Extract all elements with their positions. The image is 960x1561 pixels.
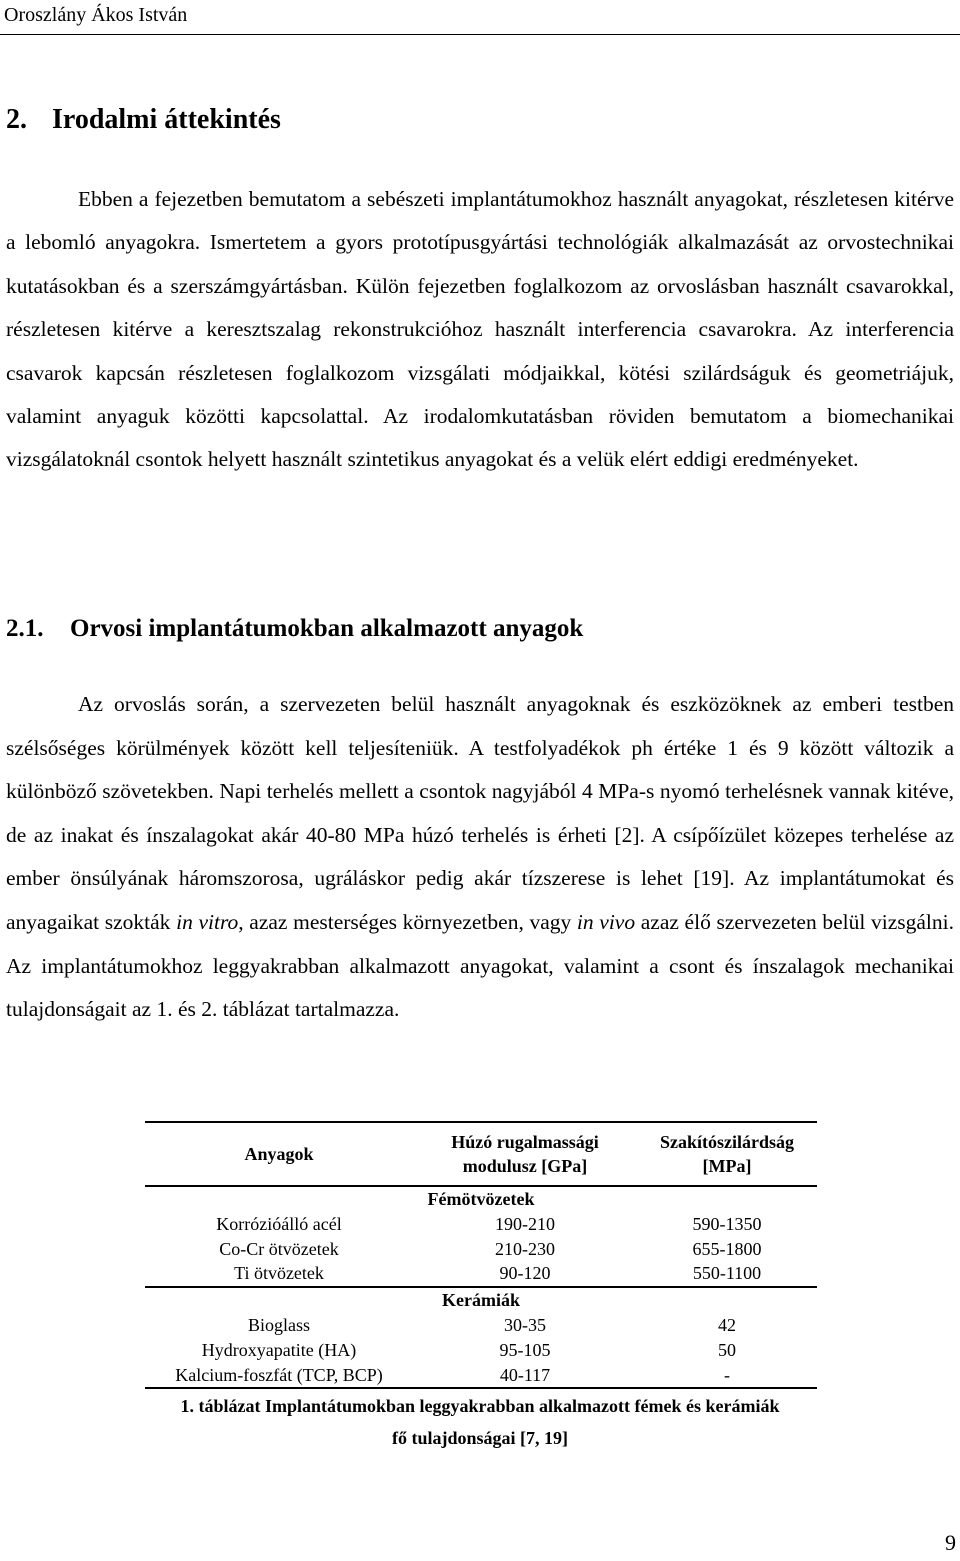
cell-strength: - <box>637 1363 817 1389</box>
table-group-row <box>145 1186 817 1212</box>
header-materials: Anyagok <box>145 1122 413 1186</box>
table-row <box>145 1212 817 1237</box>
materials-table <box>145 1121 817 1389</box>
table-row <box>145 1363 817 1389</box>
cell-material: Bioglass <box>247 1314 310 1335</box>
header-rule <box>0 34 960 35</box>
cell-strength: 42 <box>718 1314 736 1335</box>
table-row <box>145 1338 817 1363</box>
cell-strength: 655-1800 <box>692 1238 762 1259</box>
page-number: 9 <box>945 1530 956 1555</box>
body-italic-in-vitro: in vitro <box>176 909 239 934</box>
cell-modulus: 190-210 <box>495 1213 555 1234</box>
materials-table-container <box>145 1121 817 1389</box>
intro-paragraph: Ebben a fejezetben bemutatom a sebészeti implantátumokhoz használt anyagokat, részletesen kitérve a lebomló anyagokra. Ismertetem a gyors prototípusgyártási technológiák alkalmazását az orvostechnikai kutatásokban és a szerszámgyártásban. Külön fejezetben foglalkozom az orvoslásban használt csavarokkal, részletesen kitérve a keresztszalag rekonstrukcióhoz használt interferencia csavarokra. Az interferencia csavarok kapcsán részletesen foglalkozom vizsgálati módjaikkal, kötési szilárdságuk és geometriájuk, valamint anyaguk közötti kapcsolattal. Az irodalomkutatásban röviden bemutatom a biomechanikai vizsgálatoknál csontok helyett használt szintetikus anyagokat és a velük elért eddigi eredményeket. <box>6 187 954 472</box>
cell-material: Kalcium-foszfát (TCP, BCP) <box>145 1363 413 1389</box>
table-row <box>145 1313 817 1338</box>
table-caption <box>0 1390 960 1454</box>
table-caption-line2: fő tulajdonságai [7, 19] <box>391 1428 568 1448</box>
section-heading <box>6 100 281 140</box>
subsection-number: 2.1. <box>6 615 44 642</box>
group-label-metals: Fémötvözetek <box>427 1189 535 1209</box>
table-caption-line1: 1. táblázat Implantátumokban leggyakrabban alkalmazott fémek és kerámiák <box>180 1396 780 1416</box>
subsection-heading <box>6 610 583 648</box>
cell-material: Co-Cr ötvözetek <box>219 1238 339 1259</box>
body-italic-in-vivo: in vivo <box>576 909 636 934</box>
cell-modulus: 30-35 <box>504 1314 546 1335</box>
cell-modulus: 210-230 <box>495 1238 555 1259</box>
cell-material: Korrózióálló acél <box>216 1213 342 1234</box>
body-text-part2: , azaz mesterséges környezetben, vagy <box>238 909 577 934</box>
running-header-author: Oroszlány Ákos István <box>4 4 188 26</box>
cell-material: Ti ötvözetek <box>234 1263 324 1284</box>
table-row <box>145 1237 817 1262</box>
subsection-title: Orvosi implantátumokban alkalmazott anyagok <box>70 615 584 642</box>
cell-modulus: 95-105 <box>499 1339 551 1360</box>
section-title: Irodalmi áttekintés <box>52 104 281 135</box>
cell-strength: 50 <box>718 1339 736 1360</box>
cell-modulus: 40-117 <box>413 1363 637 1389</box>
header-tensile-strength: Szakítószilárdság [MPa] <box>637 1122 817 1186</box>
section-number: 2. <box>6 104 27 135</box>
group-label-ceramics: Kerámiák <box>145 1287 817 1313</box>
body-paragraph <box>6 683 954 1032</box>
table-group-row <box>145 1287 817 1313</box>
body-text-part1: Az orvoslás során, a szervezeten belül használt anyagoknak és eszközöknek az emberi testben szélsőséges körülmények között kell teljesíteniük. A testfolyadékok ph értéke 1 és 9 között változik a különböző szövetekben. Napi terhelés mellett a csontok nagyjából 4 MPa-s nyomó terhelésnek vannak kitéve, de az inakat és ínszalagokat akár 40-80 MPa húzó terhelés is érheti [2]. A csípőízület közepes terhelése az ember önsúlyának háromszorosa, ugráláskor pedig akár tízszerese is lehet [19]. Az implantátumokat és anyagaikat szokták <box>6 692 954 934</box>
table-row <box>145 1261 817 1287</box>
table-header-row <box>145 1122 817 1186</box>
cell-material: Hydroxyapatite (HA) <box>201 1339 357 1360</box>
body-text-part3: azaz élő szervezeten belül vizsgálni. Az implantátumokhoz leggyakrabban alkalmazott anyagokat, valamint a csont és ínszalagok mechanikai tulajdonságait az 1. és 2. táblázat tartalmazza. <box>6 909 954 1022</box>
cell-strength: 550-1100 <box>692 1263 762 1284</box>
cell-strength: 590-1350 <box>692 1213 762 1234</box>
header-modulus: Húzó rugalmassági modulusz [GPa] <box>413 1122 637 1186</box>
cell-modulus: 90-120 <box>499 1263 551 1284</box>
